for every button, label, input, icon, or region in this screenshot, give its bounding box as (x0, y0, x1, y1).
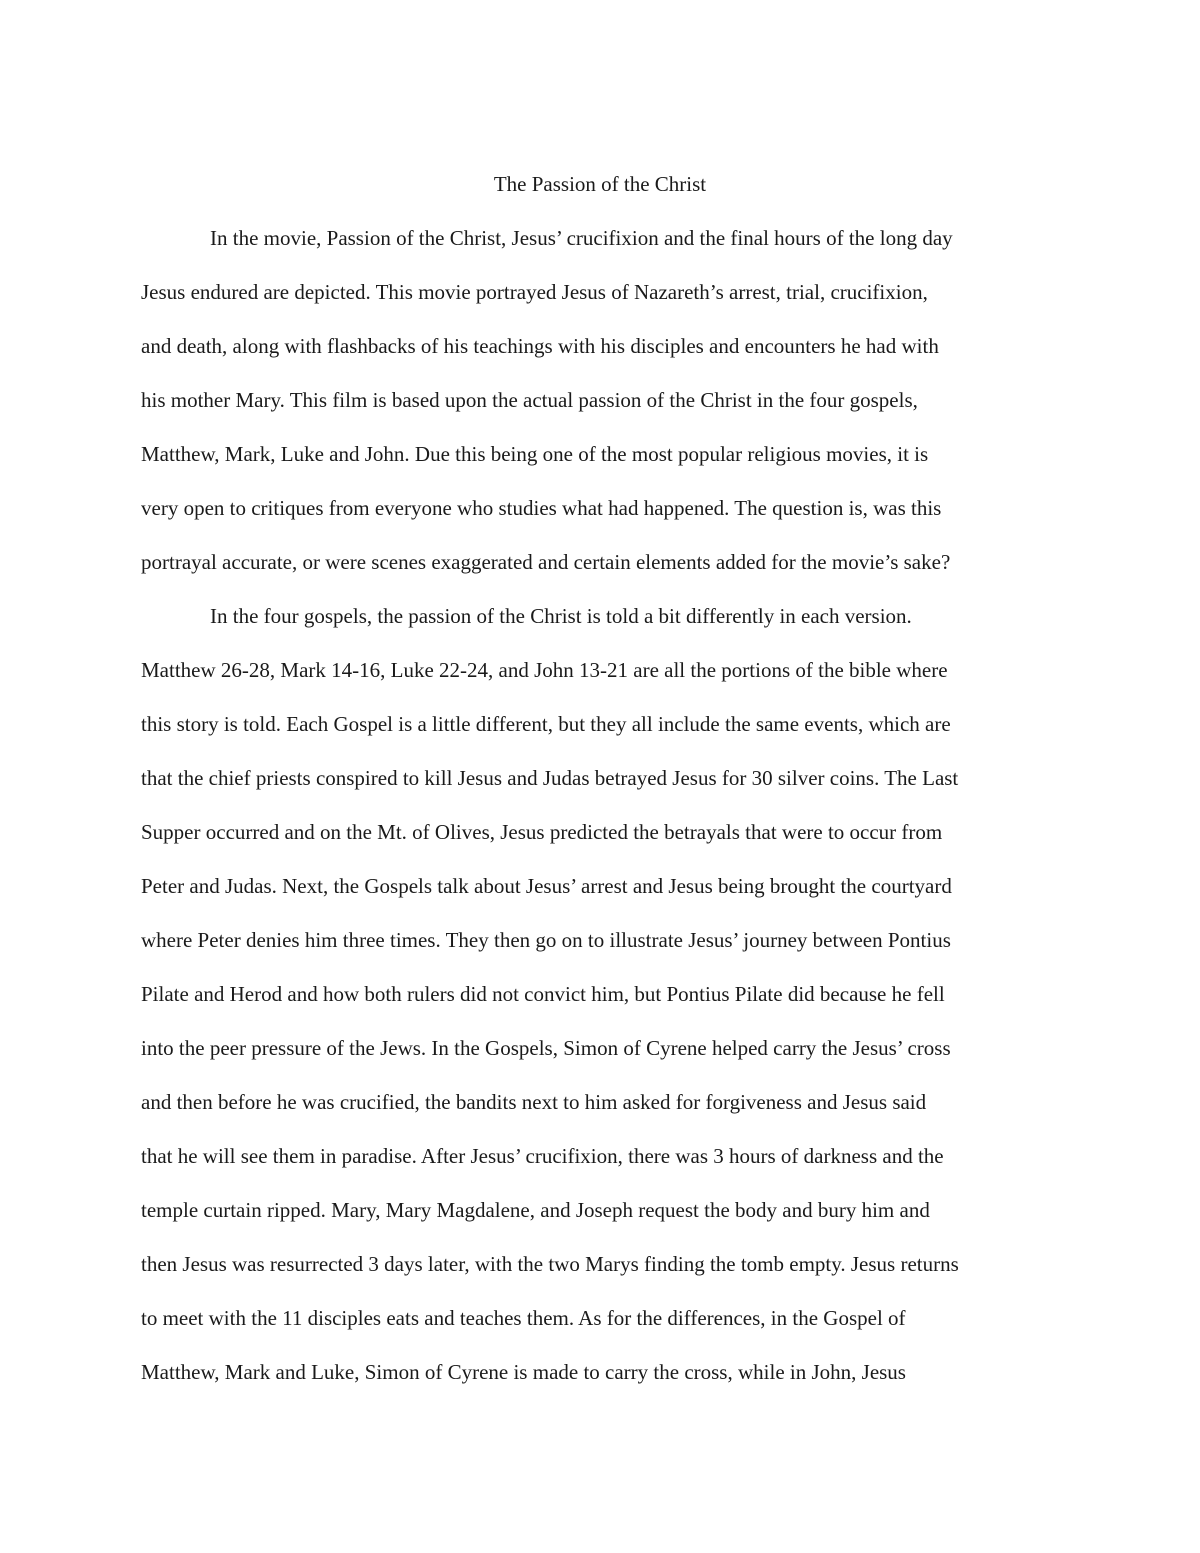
paragraph-2-line-12: temple curtain ripped. Mary, Mary Magdalene, and Joseph request the body and bury him and (141, 1198, 930, 1222)
paragraph-2-line-6: Peter and Judas. Next, the Gospels talk about Jesus’ arrest and Jesus being brought the courtyard (141, 874, 952, 898)
paragraph-1-line-6: very open to critiques from everyone who studies what had happened. The question is, was this (141, 496, 942, 520)
paragraph-2-line-9: into the peer pressure of the Jews. In the Gospels, Simon of Cyrene helped carry the Jesus’ cross (141, 1036, 951, 1060)
paragraph-2-line-8: Pilate and Herod and how both rulers did not convict him, but Pontius Pilate did because he fell (141, 982, 945, 1006)
paragraph-1-line-1: In the movie, Passion of the Christ, Jesus’ crucifixion and the final hours of the long day (210, 226, 953, 250)
paragraph-2-line-5: Supper occurred and on the Mt. of Olives, Jesus predicted the betrayals that were to occur from (141, 820, 943, 844)
paragraph-2-line-7: where Peter denies him three times. They then go on to illustrate Jesus’ journey between Pontius (141, 928, 951, 952)
paragraph-2-line-11: that he will see them in paradise. After Jesus’ crucifixion, there was 3 hours of darkness and the (141, 1144, 944, 1168)
paragraph-1-line-3: and death, along with flashbacks of his teachings with his disciples and encounters he had with (141, 334, 939, 358)
paragraph-2-line-4: that the chief priests conspired to kill Jesus and Judas betrayed Jesus for 30 silver coins. The Last (141, 766, 959, 790)
paragraph-1-line-5: Matthew, Mark, Luke and John. Due this being one of the most popular religious movies, it is (141, 442, 929, 466)
paragraph-2-line-13: then Jesus was resurrected 3 days later, with the two Marys finding the tomb empty. Jesus returns (141, 1252, 959, 1276)
paragraph-2-line-15: Matthew, Mark and Luke, Simon of Cyrene is made to carry the cross, while in John, Jesus (141, 1360, 906, 1384)
paragraph-2-line-1: In the four gospels, the passion of the Christ is told a bit differently in each version. (210, 604, 912, 628)
document-title: The Passion of the Christ (493, 172, 707, 196)
paragraph-1-line-4: his mother Mary. This film is based upon the actual passion of the Christ in the four gospels, (141, 388, 918, 412)
paragraph-1-line-2: Jesus endured are depicted. This movie portrayed Jesus of Nazareth’s arrest, trial, crucifixion, (141, 280, 928, 304)
paragraph-2-line-3: this story is told. Each Gospel is a little different, but they all include the same events, which are (141, 712, 951, 736)
paragraph-2-line-2: Matthew 26-28, Mark 14-16, Luke 22-24, and John 13-21 are all the portions of the bible where (141, 658, 948, 682)
paragraph-2-line-14: to meet with the 11 disciples eats and teaches them. As for the differences, in the Gospel of (141, 1306, 906, 1330)
paragraph-1-line-7: portrayal accurate, or were scenes exaggerated and certain elements added for the movie’s sake? (141, 550, 951, 574)
paragraph-2-line-10: and then before he was crucified, the bandits next to him asked for forgiveness and Jesus said (141, 1090, 927, 1114)
